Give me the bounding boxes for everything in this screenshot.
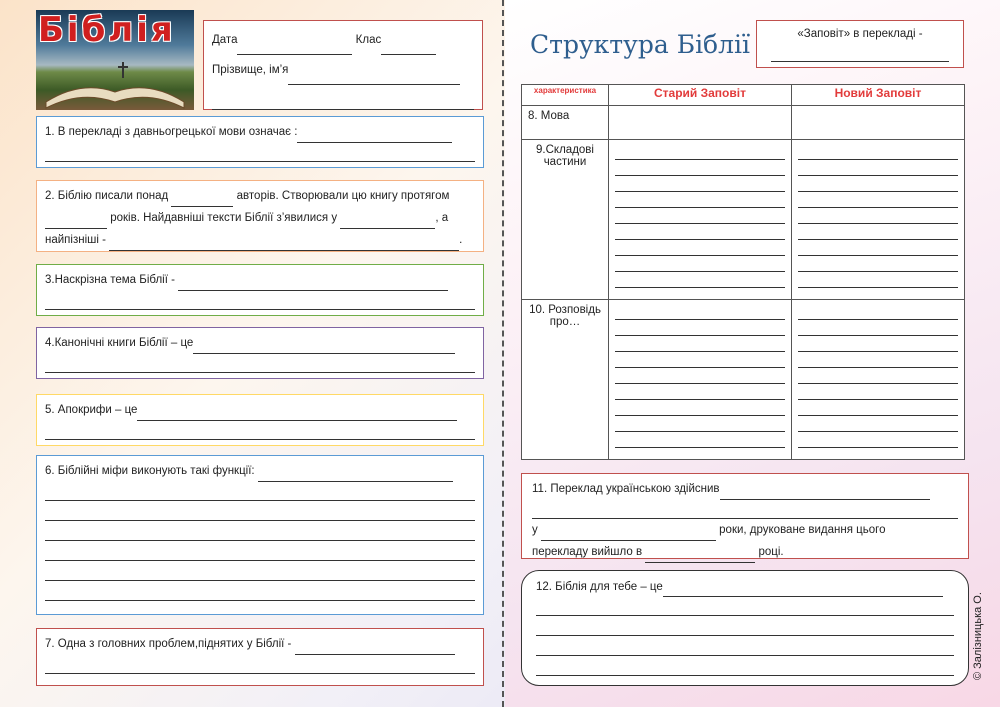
answer-line[interactable]: [45, 143, 475, 162]
question-11-text: роки, друковане видання цього: [719, 524, 886, 536]
answer-field[interactable]: [663, 582, 943, 597]
answer-field[interactable]: [541, 526, 716, 541]
zapovit-text: «Заповіт» в перекладі -: [797, 28, 923, 40]
date-field[interactable]: [237, 40, 352, 55]
answer-field[interactable]: [297, 128, 452, 143]
page-title: Структура Біблії: [530, 30, 750, 59]
table-cell[interactable]: [791, 106, 964, 140]
answer-field[interactable]: [258, 467, 453, 482]
question-3-text: 3.Наскрізна тема Біблії -: [45, 274, 175, 286]
question-6-box: [36, 455, 484, 615]
bible-logo-image: [36, 10, 194, 110]
table-cell[interactable]: [791, 140, 964, 300]
answer-line[interactable]: [532, 500, 958, 519]
answer-field[interactable]: [340, 214, 435, 229]
question-5-box: [36, 394, 484, 446]
question-7-text: 7. Одна з головних проблем,піднятих у Біблії -: [45, 638, 292, 650]
question-2-text: , а: [435, 212, 449, 224]
question-1-box: [36, 116, 484, 168]
class-field[interactable]: [381, 40, 436, 55]
zapovit-box: [756, 20, 964, 68]
question-12-text: 12. Біблія для тебе – це: [536, 581, 663, 593]
question-2-text: 2. Біблію писали понад: [45, 190, 169, 202]
name-field[interactable]: [288, 70, 460, 85]
answer-lines[interactable]: [536, 597, 954, 676]
table-cell[interactable]: [791, 300, 964, 460]
table-cell[interactable]: [609, 106, 792, 140]
question-7-box: [36, 628, 484, 686]
answer-line[interactable]: [45, 655, 475, 674]
question-2-text: найпізніші -: [45, 234, 106, 246]
question-11-text: 11. Переклад українською здійснив: [532, 483, 720, 495]
question-2-text: років. Найдавніші тексти Біблії з’явилися у: [110, 212, 338, 224]
copyright-text: © Залізницька О.: [972, 592, 984, 680]
question-2-text: авторів. Створювали цю книгу протягом: [236, 190, 450, 202]
row-story-label: 10. Розповідь про…: [522, 300, 609, 460]
table-cell[interactable]: [609, 300, 792, 460]
page-divider: [502, 0, 504, 707]
answer-field[interactable]: [645, 548, 755, 563]
table-header-characteristic: характеристика: [522, 85, 609, 106]
table-header-new-testament: Новий Заповіт: [791, 85, 964, 106]
answer-line[interactable]: [771, 47, 949, 62]
answer-line[interactable]: [45, 291, 475, 310]
answer-line[interactable]: [45, 354, 475, 373]
answer-field[interactable]: [171, 192, 233, 207]
question-11-box: [521, 473, 969, 559]
question-11-text: році.: [758, 546, 784, 558]
answer-field[interactable]: [109, 236, 459, 251]
class-label: Клас: [355, 34, 382, 46]
table-header-old-testament: Старий Заповіт: [609, 85, 792, 106]
row-language-label: 8. Мова: [522, 106, 609, 140]
answer-line[interactable]: [45, 421, 475, 440]
question-3-box: [36, 264, 484, 316]
date-label: Дата: [212, 34, 238, 46]
question-4-text: 4.Канонічні книги Біблії – це: [45, 337, 194, 349]
structure-table: [521, 84, 965, 460]
table-cell[interactable]: [609, 140, 792, 300]
answer-lines[interactable]: [45, 482, 475, 601]
answer-field[interactable]: [720, 485, 930, 500]
question-12-box: [521, 570, 969, 686]
open-book-icon: [36, 10, 194, 110]
row-parts-label: 9.Складові частини: [522, 140, 609, 300]
question-5-text: 5. Апокрифи – це: [45, 404, 138, 416]
student-info-box: [203, 20, 483, 110]
answer-field[interactable]: [45, 214, 107, 229]
question-6-text: 6. Біблійні міфи виконують такі функції:: [45, 465, 255, 477]
logo-title: Біблія: [38, 10, 176, 50]
name-label: Прізвище, ім’я: [212, 64, 289, 76]
question-1-text: 1. В перекладі з давньогрецької мови означає :: [45, 126, 298, 138]
name-extra-line[interactable]: [212, 91, 474, 110]
answer-field[interactable]: [295, 640, 455, 655]
answer-field[interactable]: [178, 276, 448, 291]
question-4-box: [36, 327, 484, 379]
answer-field[interactable]: [137, 406, 457, 421]
question-2-box: 2. Біблію писали понад авторів. Створювали цю книгу протягом років. Найдавніші тексти Біблії з’явилися у , а найпізніші - .: [36, 180, 484, 252]
question-11-text: у: [532, 524, 538, 536]
answer-field[interactable]: [193, 339, 455, 354]
question-11-text: перекладу вийшло в: [532, 546, 643, 558]
